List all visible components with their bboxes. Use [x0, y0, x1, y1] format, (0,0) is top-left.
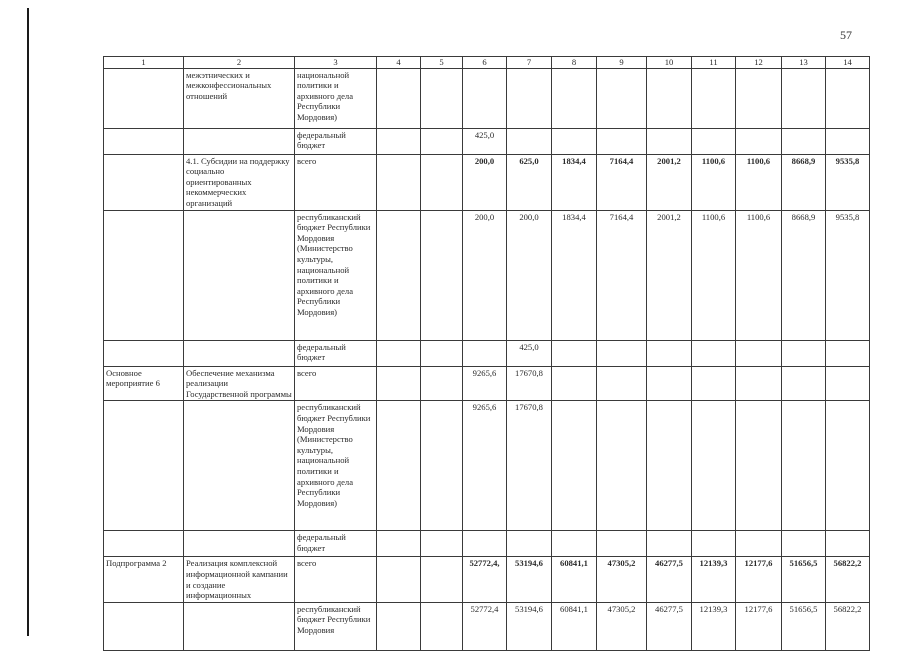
amount-cell: 17670,8 [507, 366, 552, 401]
amount-cell [736, 128, 782, 154]
column-number: 2 [184, 57, 295, 69]
measure-name-cell [184, 401, 295, 531]
funding-source-cell: республиканский бюджет Республики Мордовия (Министерство культуры, национальной политики и архивного дела Республики Мордовия) [295, 401, 377, 531]
amount-cell: 53194,6 [507, 602, 552, 650]
amount-cell [692, 68, 736, 128]
column-number: 7 [507, 57, 552, 69]
amount-cell [377, 154, 421, 210]
amount-cell [377, 68, 421, 128]
amount-cell [507, 68, 552, 128]
amount-cell: 1100,6 [692, 210, 736, 340]
amount-cell: 12177,6 [736, 557, 782, 602]
amount-cell [421, 557, 463, 602]
amount-cell [736, 68, 782, 128]
amount-cell [552, 68, 597, 128]
program-element-cell [104, 128, 184, 154]
amount-cell [736, 340, 782, 366]
amount-cell [463, 68, 507, 128]
amount-cell [692, 401, 736, 531]
amount-cell [597, 366, 647, 401]
column-number: 14 [826, 57, 870, 69]
amount-cell: 60841,1 [552, 557, 597, 602]
program-element-cell: Основное мероприятие 6 [104, 366, 184, 401]
amount-cell: 1100,6 [692, 154, 736, 210]
amount-cell [647, 128, 692, 154]
column-number: 4 [377, 57, 421, 69]
amount-cell [421, 68, 463, 128]
column-number-header-row [104, 57, 870, 69]
amount-cell [552, 340, 597, 366]
table-row [104, 154, 870, 210]
amount-cell [647, 366, 692, 401]
amount-cell: 200,0 [463, 210, 507, 340]
amount-cell [377, 557, 421, 602]
amount-cell: 625,0 [507, 154, 552, 210]
amount-cell [647, 531, 692, 557]
amount-cell [597, 531, 647, 557]
measure-name-cell [184, 128, 295, 154]
funding-source-cell: всего [295, 557, 377, 602]
funding-source-cell: федеральный бюджет [295, 128, 377, 154]
column-number: 8 [552, 57, 597, 69]
amount-cell [782, 128, 826, 154]
table-row [104, 210, 870, 340]
amount-cell [647, 401, 692, 531]
amount-cell [597, 340, 647, 366]
amount-cell [421, 340, 463, 366]
column-number: 9 [597, 57, 647, 69]
amount-cell: 9535,8 [826, 210, 870, 340]
amount-cell: 51656,5 [782, 557, 826, 602]
amount-cell: 47305,2 [597, 557, 647, 602]
column-number: 13 [782, 57, 826, 69]
measure-name-cell: Обеспечение механизма реализации Государственной программы [184, 366, 295, 401]
amount-cell [507, 128, 552, 154]
amount-cell: 46277,5 [647, 602, 692, 650]
program-element-cell [104, 210, 184, 340]
amount-cell: 200,0 [463, 154, 507, 210]
budget-table [103, 56, 870, 651]
column-number: 6 [463, 57, 507, 69]
measure-name-cell [184, 531, 295, 557]
amount-cell [782, 531, 826, 557]
amount-cell: 60841,1 [552, 602, 597, 650]
amount-cell [421, 154, 463, 210]
program-element-cell [104, 401, 184, 531]
amount-cell: 1100,6 [736, 154, 782, 210]
amount-cell: 8668,9 [782, 210, 826, 340]
amount-cell [736, 531, 782, 557]
table-row [104, 557, 870, 602]
amount-cell [377, 210, 421, 340]
amount-cell: 53194,6 [507, 557, 552, 602]
amount-cell: 7164,4 [597, 210, 647, 340]
measure-name-cell: Реализация комплексной информационной кампании и создание информационных [184, 557, 295, 602]
program-element-cell [104, 68, 184, 128]
amount-cell [826, 68, 870, 128]
amount-cell: 52772,4, [463, 557, 507, 602]
amount-cell: 56822,2 [826, 557, 870, 602]
measure-name-cell: межэтнических и межконфессиональных отношений [184, 68, 295, 128]
amount-cell [377, 128, 421, 154]
amount-cell: 52772,4 [463, 602, 507, 650]
amount-cell [377, 531, 421, 557]
amount-cell: 1834,4 [552, 154, 597, 210]
amount-cell: 1834,4 [552, 210, 597, 340]
amount-cell [421, 602, 463, 650]
program-element-cell [104, 531, 184, 557]
amount-cell [782, 68, 826, 128]
amount-cell [377, 340, 421, 366]
amount-cell: 200,0 [507, 210, 552, 340]
funding-source-cell: республиканский бюджет Республики Мордовия (Министерство культуры, национальной политики и архивного дела Республики Мордовия) [295, 210, 377, 340]
amount-cell: 9265,6 [463, 366, 507, 401]
amount-cell [692, 531, 736, 557]
amount-cell [463, 531, 507, 557]
column-number: 11 [692, 57, 736, 69]
amount-cell [826, 366, 870, 401]
column-number: 5 [421, 57, 463, 69]
amount-cell [421, 531, 463, 557]
page-binding-line [27, 8, 29, 636]
amount-cell [782, 340, 826, 366]
amount-cell [826, 128, 870, 154]
funding-source-cell: республиканский бюджет Республики Мордовия [295, 602, 377, 650]
amount-cell [421, 210, 463, 340]
amount-cell [826, 401, 870, 531]
amount-cell [552, 531, 597, 557]
measure-name-cell [184, 210, 295, 340]
program-element-cell [104, 154, 184, 210]
table-row [104, 340, 870, 366]
amount-cell [421, 366, 463, 401]
program-element-cell [104, 340, 184, 366]
amount-cell [647, 68, 692, 128]
amount-cell: 425,0 [507, 340, 552, 366]
column-number: 12 [736, 57, 782, 69]
amount-cell [377, 602, 421, 650]
measure-name-cell: 4.1. Субсидии на поддержку социально ориентированных некоммерческих организаций [184, 154, 295, 210]
column-number: 1 [104, 57, 184, 69]
amount-cell [647, 340, 692, 366]
funding-source-cell: всего [295, 154, 377, 210]
amount-cell: 9265,6 [463, 401, 507, 531]
amount-cell: 17670,8 [507, 401, 552, 531]
funding-source-cell: национальной политики и архивного дела Республики Мордовия) [295, 68, 377, 128]
funding-source-cell: всего [295, 366, 377, 401]
amount-cell [597, 401, 647, 531]
measure-name-cell [184, 602, 295, 650]
measure-name-cell [184, 340, 295, 366]
amount-cell [507, 531, 552, 557]
amount-cell [692, 366, 736, 401]
amount-cell [421, 401, 463, 531]
table-row [104, 531, 870, 557]
amount-cell [782, 401, 826, 531]
amount-cell [463, 340, 507, 366]
amount-cell: 12139,3 [692, 602, 736, 650]
amount-cell: 2001,2 [647, 154, 692, 210]
program-element-cell [104, 602, 184, 650]
program-element-cell: Подпрограмма 2 [104, 557, 184, 602]
amount-cell [692, 128, 736, 154]
amount-cell [826, 531, 870, 557]
amount-cell [736, 401, 782, 531]
amount-cell: 8668,9 [782, 154, 826, 210]
amount-cell [736, 366, 782, 401]
amount-cell: 47305,2 [597, 602, 647, 650]
amount-cell: 2001,2 [647, 210, 692, 340]
amount-cell [597, 68, 647, 128]
amount-cell: 1100,6 [736, 210, 782, 340]
table-row [104, 366, 870, 401]
table-row [104, 401, 870, 531]
amount-cell: 7164,4 [597, 154, 647, 210]
amount-cell: 56822,2 [826, 602, 870, 650]
funding-source-cell: федеральный бюджет [295, 531, 377, 557]
column-number: 3 [295, 57, 377, 69]
amount-cell: 12139,3 [692, 557, 736, 602]
amount-cell [377, 401, 421, 531]
amount-cell [421, 128, 463, 154]
table-row [104, 602, 870, 650]
amount-cell [552, 401, 597, 531]
amount-cell [826, 340, 870, 366]
amount-cell: 46277,5 [647, 557, 692, 602]
amount-cell [597, 128, 647, 154]
amount-cell [782, 366, 826, 401]
table-row [104, 128, 870, 154]
amount-cell: 425,0 [463, 128, 507, 154]
page-number: 57 [840, 28, 852, 42]
amount-cell: 51656,5 [782, 602, 826, 650]
amount-cell [552, 128, 597, 154]
column-number: 10 [647, 57, 692, 69]
table-row [104, 68, 870, 128]
amount-cell [377, 366, 421, 401]
amount-cell: 9535,8 [826, 154, 870, 210]
amount-cell [552, 366, 597, 401]
amount-cell: 12177,6 [736, 602, 782, 650]
funding-source-cell: федеральный бюджет [295, 340, 377, 366]
amount-cell [692, 340, 736, 366]
